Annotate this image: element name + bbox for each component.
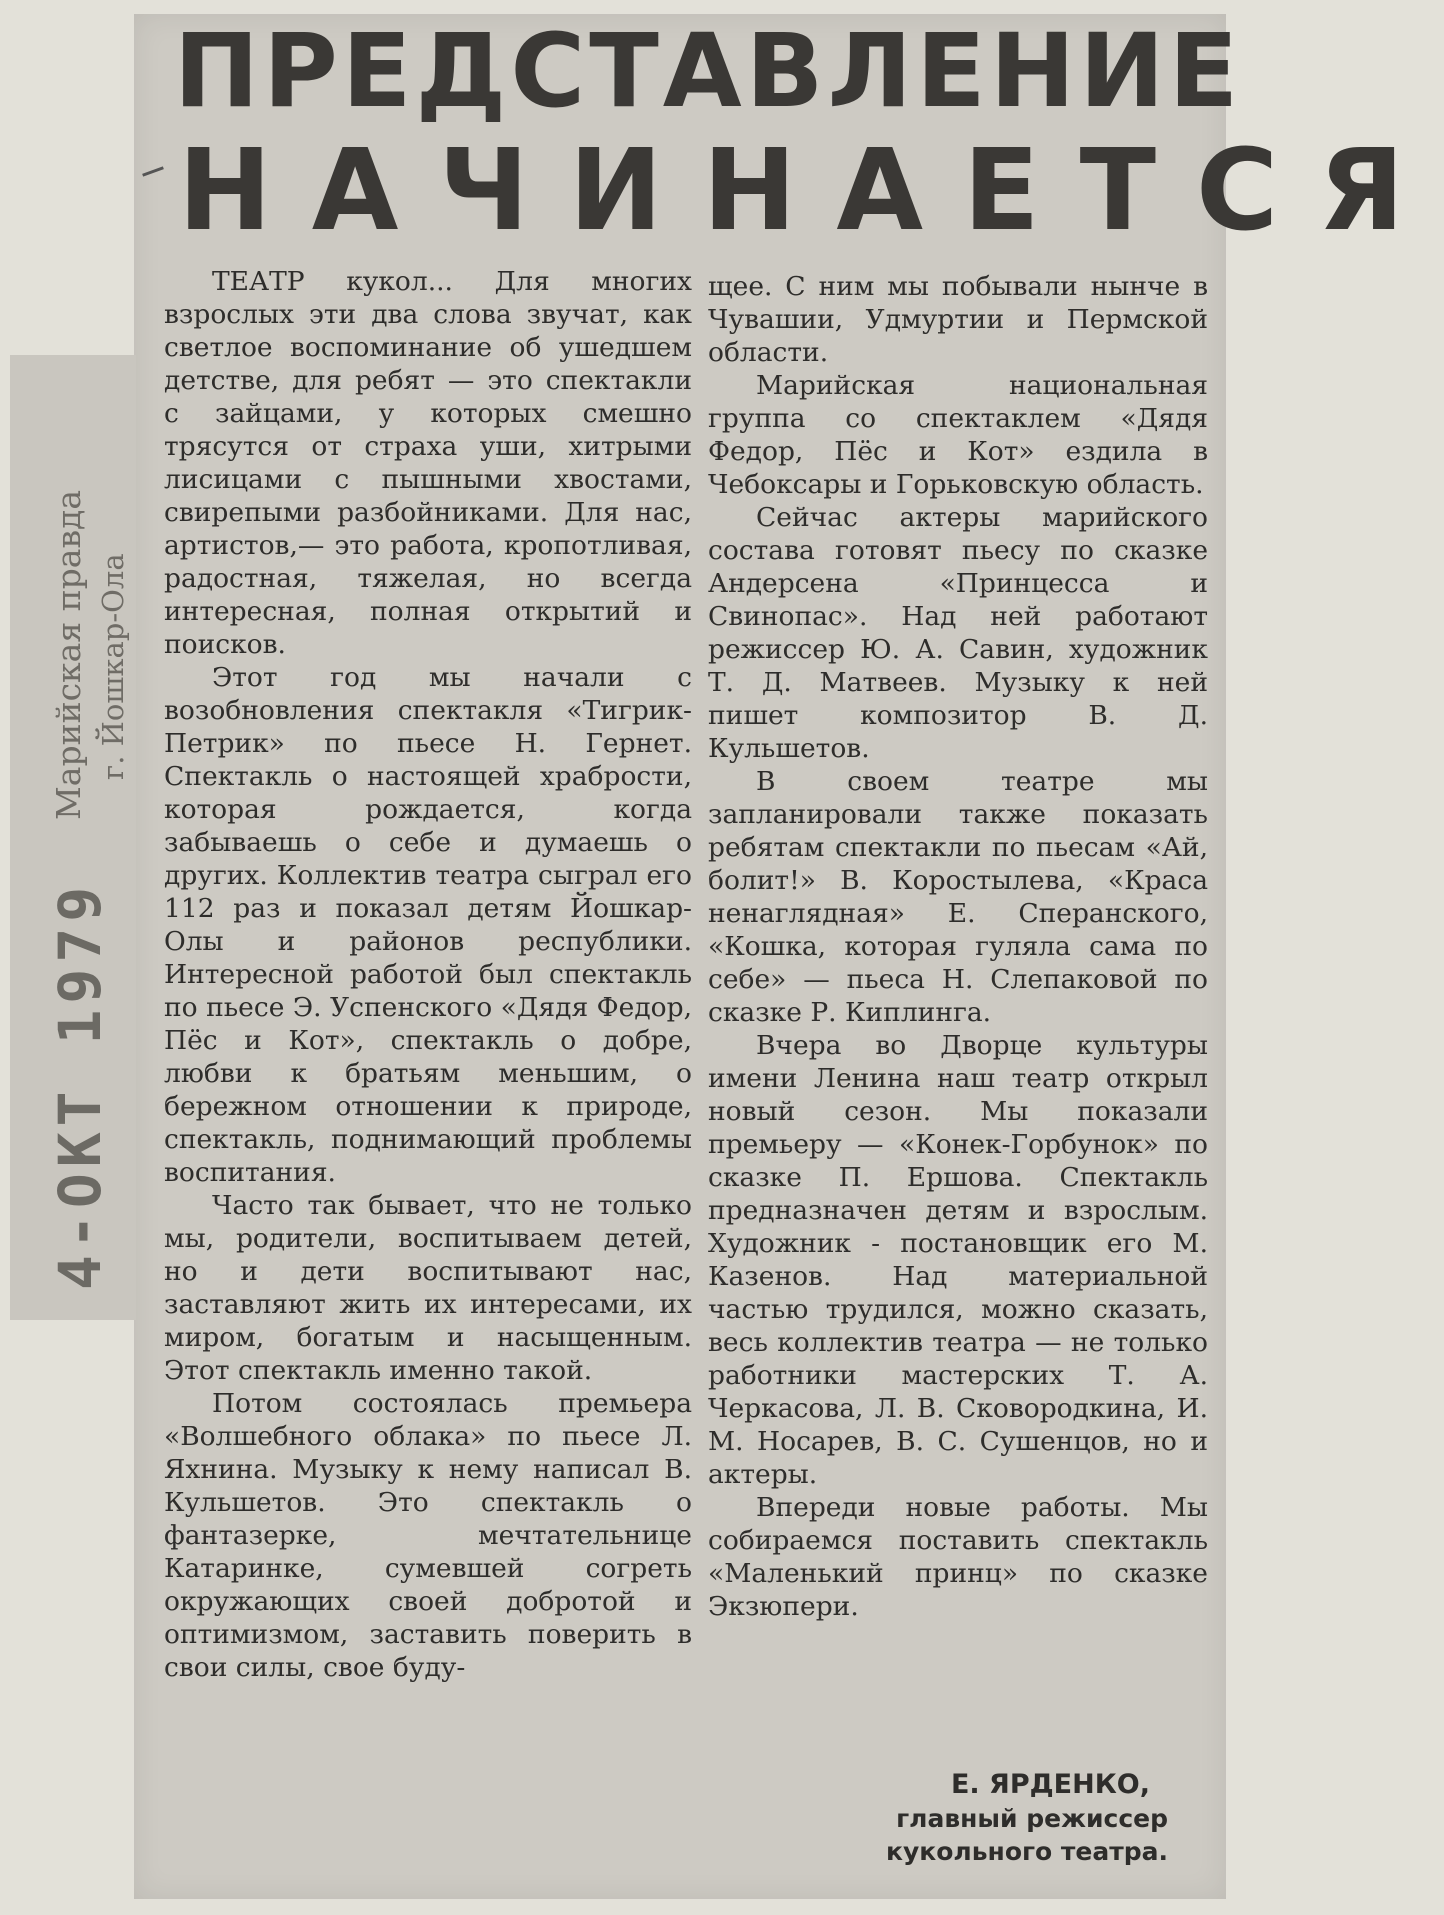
paragraph: Вчера во Дворце культуры имени Ленина наш театр открыл новый сезон. Мы показали премьеру — «Конек-Горбунок» по сказке П. Ершова. Спектакль предназначен детям и взрослым. Художник - постановщик его М. Казенов. Над материальной частью трудился, можно сказать, весь коллектив театра — не только работники мастерских Т. А. Черкасова, Л. В. Сковородкина, И. М. Носарев, В. С. Сушенцов, но и актеры.	[708, 1030, 1208, 1490]
paragraph: Часто так бывает, что не только мы, родители, воспитываем детей, но и дети воспитывают нас, заставляют жить их интересами, их миром, богатым и насыщенным. Этот спектакль именно такой.	[164, 1190, 692, 1386]
article-left-column	[164, 265, 692, 1684]
paragraph: Впереди новые работы. Мы собираемся поставить спектакль «Маленький принц» по сказке Экзюпери.	[708, 1492, 1208, 1622]
headline-line-2: НАЧИНАЕТСЯ	[178, 126, 1444, 256]
author-name: Е. ЯРДЕНКО,	[950, 1769, 1150, 1800]
author-signature	[780, 1768, 1180, 1868]
paragraph: Сейчас актеры марийского состава готовят пьесу по сказке Андерсена «Принцесса и Свинопас». Над ней работают режиссер Ю. А. Савин, художник Т. Д. Матвеев. Музыку к ней пишет композитор В. Д. Кульшетов.	[708, 502, 1208, 764]
paragraph-continuation: щее. С ним мы побывали нынче в Чувашии, Удмуртии и Пермской области.	[708, 271, 1208, 368]
stamp-city: г. Йошкар-Ола	[96, 553, 130, 780]
author-role-1: главный режиссер	[896, 1804, 1168, 1833]
article-right-column	[708, 270, 1208, 1623]
headline-line-1: ПРЕДСТАВЛЕНИЕ	[173, 12, 1243, 131]
paragraph: Потом состоялась премьера «Волшебного облака» по пьесе Л. Яхнина. Музыку к нему написал В. Кульшетов. Это спектакль о фантазерке, мечтательнице Катаринке, сумевшей согреть окружающих своей добротой и оптимизмом, заставить поверить в свои силы, свое буду-	[164, 1388, 692, 1683]
stamp-newspaper-name: Марийская правда	[49, 489, 88, 820]
author-role-2: кукольного театра.	[886, 1837, 1168, 1866]
date-stamp: 4-ОКТ 1979	[46, 880, 114, 1290]
source-stamp	[46, 490, 134, 820]
paragraph: Марийская национальная группа со спектаклем «Дядя Федор, Пёс и Кот» ездила в Чебоксары и Горьковскую область.	[708, 370, 1208, 500]
paragraph: ТЕАТР кукол... Для многих взрослых эти два слова звучат, как светлое воспоминание об ушедшем детстве, для ребят — это спектакли с зайцами, у которых смешно трясутся от страха уши, хитрыми лисицами с пышными хвостами, свирепыми разбойниками. Для нас, артистов,— это работа, кропотливая, радостная, тяжелая, но всегда интересная, полная открытий и поисков.	[164, 266, 692, 660]
paragraph: Этот год мы начали с возобновления спектакля «Тигрик-Петрик» по пьесе Н. Гернет. Спектакль о настоящей храбрости, которая рождается, когда забываешь о себе и думаешь о других. Коллектив театра сыграл его 112 раз и показал детям Йошкар-Олы и районов республики. Интересной работой был спектакль по пьесе Э. Успенского «Дядя Федор, Пёс и Кот», спектакль о добре, любви к братьям меньшим, о бережном отношении к природе, спектакль, поднимающий проблемы воспитания.	[164, 662, 692, 1188]
paragraph: В своем театре мы запланировали также показать ребятам спектакли по пьесам «Ай, болит!» В. Коростылева, «Краса ненаглядная» Е. Сперанского, «Кошка, которая гуляла сама по себе» — пьеса Н. Слепаковой по сказке Р. Киплинга.	[708, 766, 1208, 1028]
